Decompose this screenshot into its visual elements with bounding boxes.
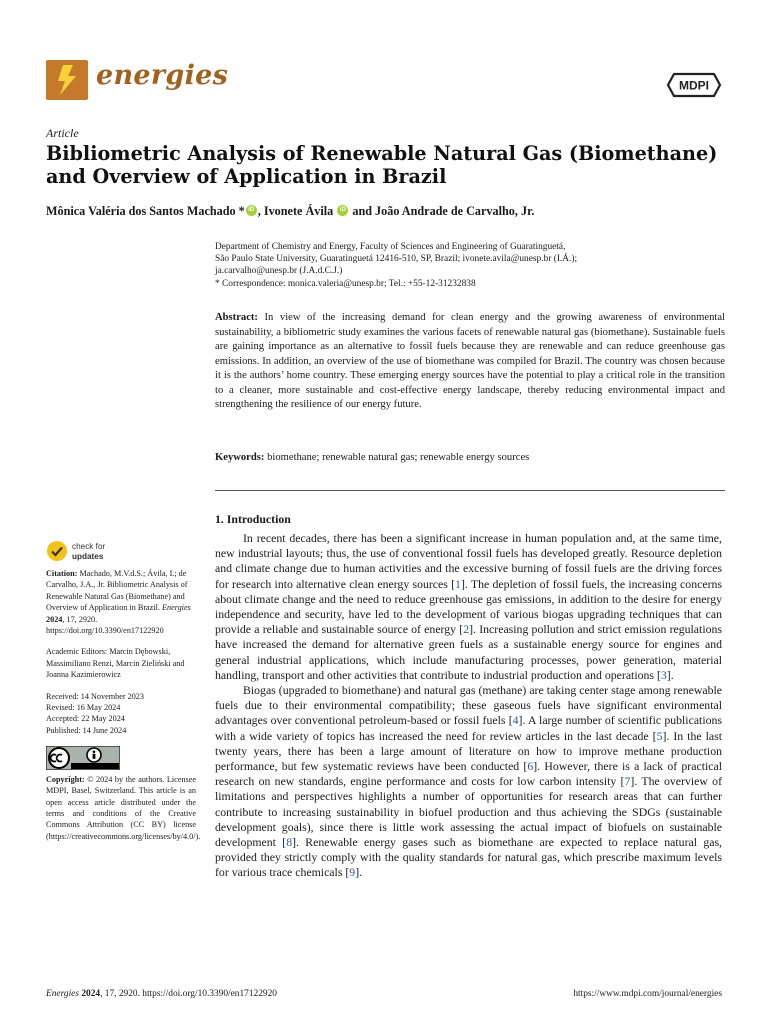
- keywords-label: Keywords:: [215, 452, 265, 463]
- publication-dates: [46, 691, 196, 737]
- check-updates-text: [72, 542, 105, 561]
- footer-citation: [46, 989, 277, 999]
- reference-link[interactable]: 9: [349, 865, 356, 880]
- footer-journal: Energies: [46, 989, 79, 999]
- journal-header: [46, 60, 722, 104]
- check-for-updates-button[interactable]: [46, 540, 196, 564]
- reference-link[interactable]: 5: [656, 728, 663, 743]
- orcid-icon[interactable]: [246, 205, 257, 216]
- author-list: [46, 204, 726, 219]
- reference-link[interactable]: 1: [455, 576, 461, 591]
- accepted-date: Accepted: 22 May 2024: [46, 714, 125, 724]
- author-separator: and: [349, 204, 376, 218]
- citation-year: 2024: [46, 614, 63, 624]
- citation-label: Citation:: [46, 569, 78, 578]
- reference-link[interactable]: 4: [512, 713, 519, 728]
- copyright: [46, 774, 201, 842]
- published-date: Published: 14 June 2024: [46, 725, 127, 735]
- citation-doi[interactable]: , 17, 2920. https://doi.org/10.3390/en17122920: [46, 614, 164, 636]
- footer-journal-url[interactable]: https://www.mdpi.com/journal/energies: [573, 989, 722, 999]
- footer-year: 2024: [78, 989, 101, 999]
- keywords: [215, 452, 725, 463]
- abstract-text: In view of the increasing demand for clean energy and the growing awareness of environmental sustainability, a bibliometric study examines the various facets of renewable natural gas (biomethane). Sustainable fuels are gaining importance as an alternative to fossil fuels because they are renewable and can reduce greenhouse gas emissions. In addition, an overview of the use of biomethane was compiled for Brazil. The country was chosen because it is the authors’ home country. These emerging energy sources have the potential to play a critical role in the transition to a cleaner, more sustainable and cost-effective energy landscape, thereby reducing environmental impact and strengthening the resilience of our energy future.: [215, 312, 725, 410]
- reference-link[interactable]: 6: [527, 759, 534, 774]
- section-heading: 1. Introduction: [215, 512, 291, 526]
- article-title: Bibliometric Analysis of Renewable Natural Gas (Biomethane) and Overview of Application in Brazil: [46, 142, 718, 188]
- author-separator: ,: [257, 204, 264, 218]
- academic-editors: Academic Editors: Marcin Dębowski, Massimiliano Renzi, Marcin Zieliński and Joanna Kazimierowicz: [46, 647, 185, 680]
- correspondence: * Correspondence: monica.valeria@unesp.br; Tel.: +55-12-31232838: [215, 278, 476, 289]
- author-name: Ivonete Ávila: [263, 204, 334, 218]
- check-updates-line: updates: [72, 551, 104, 561]
- mdpi-logo-icon: [666, 70, 722, 100]
- affiliation-block: [215, 241, 725, 290]
- article-type: Article: [46, 126, 79, 140]
- affiliation-line: Department of Chemistry and Energy, Faculty of Sciences and Engineering of Guaratinguetá,: [215, 242, 566, 252]
- body-paragraph: Biogas (upgraded to biomethane) and natural gas (methane) are taking center stage among renewable fuels due to their environmental compatibility; these gaseous fuels have significant environmental advantages over conventional petroleum-based or fossil fuels [4]. A large number of scientific publications with a wide variety of topics has increased the need for review articles in the last decade [5]. In the last twenty years, there has been a large amount of literature on how to improve methane production performance, but few systematic reviews have been conducted [6]. However, there is a lack of practical research on new standards, engine performance and costs for low carbon intensity [7]. The overview of limitations and perspectives highlights a number of opportunities for research areas that can further contribute to increasing sustainability in biofuel production and thus achieving the SDGs (sustainable development goals), since there is little work assessing the actual impact of biofuels on sustainable development [8]. Renewable energy gases such as biomethane are expected to replace natural gas, provided they strictly comply with the quality standards for natural gas, which prescribe maximum levels for various trace chemicals [9].: [215, 683, 723, 880]
- footer-doi[interactable]: , 17, 2920. https://doi.org/10.3390/en17122920: [100, 989, 277, 999]
- author-name: João Andrade de Carvalho, Jr.: [375, 204, 535, 218]
- copyright-label: Copyright:: [46, 774, 85, 784]
- energies-logo-icon: [46, 60, 88, 100]
- journal-name: energies: [96, 60, 229, 91]
- keywords-text: biomethane; renewable natural gas; renewable energy sources: [264, 452, 530, 463]
- reference-link[interactable]: 8: [286, 835, 293, 850]
- body-text: [215, 531, 722, 881]
- orcid-icon[interactable]: [337, 205, 348, 216]
- citation-journal: Energies: [161, 603, 191, 613]
- sidebar: [46, 540, 201, 842]
- author-name: Mônica Valéria dos Santos Machado *: [46, 204, 245, 218]
- citation: [46, 568, 196, 636]
- reference-link[interactable]: 7: [624, 774, 631, 789]
- cc-by-license-icon[interactable]: [46, 746, 120, 770]
- body-paragraph: In recent decades, there has been a significant increase in human population and, at the same time, new industrial layouts; thus, the use of conventional fossil fuels has developed greatly. Resource depletion and climate change due to human activities and the excessive burning of fossil fuels are the driving forces for research into alternative clean energy sources [1]. The depletion of fossil fuels, the increasing concerns about climate change and the need to reduce greenhouse gas emissions, in addition to the desire for energy independence and security, have led to the development of various biogas upgrading techniques that can provide a reliable and sustainable source of energy [2]. Increasing pollution and strict emission regulations have increased the demand for alternative green fuels as a sustainable energy source for engines and general industrial applications, which include manufacturing processes, power generation, material handling, transport and other activities that contribute to industrial production and operations [3].: [215, 531, 722, 682]
- reference-link[interactable]: 2: [463, 622, 470, 637]
- publisher-name: MDPI: [679, 78, 709, 93]
- abstract: [215, 311, 725, 413]
- check-updates-icon: [46, 540, 68, 562]
- check-updates-line: check for: [72, 542, 106, 551]
- reference-link[interactable]: 3: [660, 667, 667, 682]
- abstract-label: Abstract:: [215, 312, 258, 323]
- affiliation-line: São Paulo State University, Guaratinguetá 12416-510, SP, Brazil; ivonete.avila@unesp.br (I.Á.);: [215, 254, 578, 265]
- revised-date: Revised: 16 May 2024: [46, 703, 121, 713]
- received-date: Received: 14 November 2023: [46, 691, 144, 701]
- citation-text: Machado, M.V.d.S.; Ávila, I.; de Carvalho, J.A., Jr. Bibliometric Analysis of Renewable Natural Gas (Biomethane) and Overview of Application in Brazil.: [46, 569, 188, 613]
- copyright-text: © 2024 by the authors. Licensee MDPI, Basel, Switzerland. This article is an open access article distributed under the terms and conditions of the Creative Commons Attribution (CC BY) license (https://creativecommons.org/licenses/by/4.0/).: [46, 774, 201, 841]
- divider: [215, 490, 725, 491]
- affiliation-line: ja.carvalho@unesp.br (J.A.d.C.J.): [215, 266, 343, 277]
